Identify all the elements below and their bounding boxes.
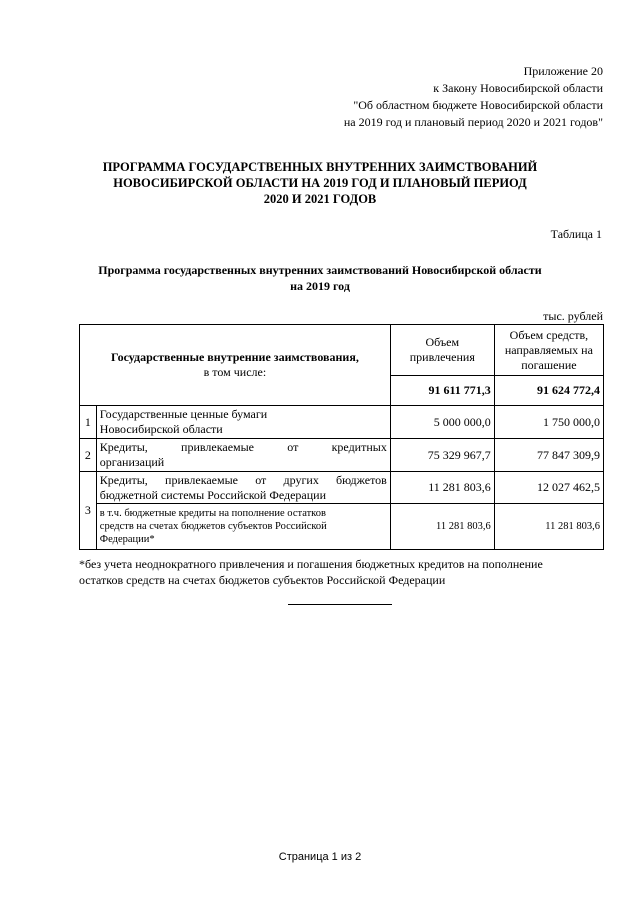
row-name-line-1: Кредиты, привлекаемые от других бюджетов [99,472,387,487]
table-row [80,439,604,472]
appendix-header [344,63,603,131]
row-number: 2 [80,439,97,472]
table-row [80,472,604,504]
row-name-line-1: Кредиты, привлекаемые от кредитных [99,440,387,454]
header-repayment: Объем средств, направляемых на погашение [494,325,603,376]
appendix-line-2: к Закону Новосибирской области [433,81,603,95]
table-title-line-2: на 2019 год [290,279,350,293]
appendix-line-4: на 2019 год и плановый период 2020 и 2021 годов" [343,115,603,129]
row-name [96,439,390,472]
subrow-name [96,504,390,550]
total-repayment: 91 624 772,4 [494,376,603,406]
title-line-1: ПРОГРАММА ГОСУДАРСТВЕННЫХ ВНУТРЕННИХ ЗАИМСТВОВАНИЙ [102,160,538,174]
footnote-line-1: *без учета неоднократного привлечения и погашения бюджетных кредитов на пополнение [79,557,543,571]
header-attraction: Объем привлечения [390,325,494,376]
appendix-line-3: "Об областном бюджете Новосибирской области [353,98,603,112]
row-name [96,406,390,439]
total-attraction: 91 611 771,3 [390,376,494,406]
table-row [80,406,604,439]
footnote [79,556,619,588]
row-name-line-2: организаций [99,455,165,469]
row-number: 3 [80,472,97,550]
subrow-name-line-2: средств на счетах бюджетов субъектов Российской [99,521,327,532]
subrow-repayment: 11 281 803,6 [494,504,603,550]
divider-line [288,604,392,605]
row-name-line-2: Новосибирской области [99,422,223,436]
row-attraction: 5 000 000,0 [390,406,494,439]
units-label: тыс. рублей [543,309,603,323]
subrow-name-line-3: Федерации* [99,534,155,545]
row-repayment: 1 750 000,0 [494,406,603,439]
row-number: 1 [80,406,97,439]
borrowing-table [79,324,604,550]
title-line-2: НОВОСИБИРСКОЙ ОБЛАСТИ НА 2019 ГОД И ПЛАНОВЫЙ ПЕРИОД [113,176,527,190]
row-repayment: 77 847 309,9 [494,439,603,472]
row-repayment: 12 027 462,5 [494,472,603,504]
row-attraction: 11 281 803,6 [390,472,494,504]
row-name [96,472,390,504]
document-title [0,159,640,207]
subrow-name-line-1: в т.ч. бюджетные кредиты на пополнение остатков [99,508,326,519]
footnote-line-2: остатков средств на счетах бюджетов субъектов Российской Федерации [79,573,446,587]
table-title-line-1: Программа государственных внутренних заимствований Новосибирской области [98,263,542,277]
table-subrow [80,504,604,550]
table-label: Таблица 1 [550,227,602,241]
page-number: Страница 1 из 2 [278,851,362,863]
appendix-line-1: Приложение 20 [523,64,603,78]
row-name-line-1: Государственные ценные бумаги [99,407,268,421]
subrow-attraction: 11 281 803,6 [390,504,494,550]
header-name-cell [80,325,391,406]
table-title [0,262,640,294]
header-name-main: Государственные внутренние заимствования, [111,350,359,364]
table-header-row [80,325,604,376]
row-attraction: 75 329 967,7 [390,439,494,472]
row-name-line-2: бюджетной системы Российской Федерации [99,487,327,502]
header-name-sub: в том числе: [203,365,267,379]
title-line-3: 2020 И 2021 ГОДОВ [263,192,377,206]
